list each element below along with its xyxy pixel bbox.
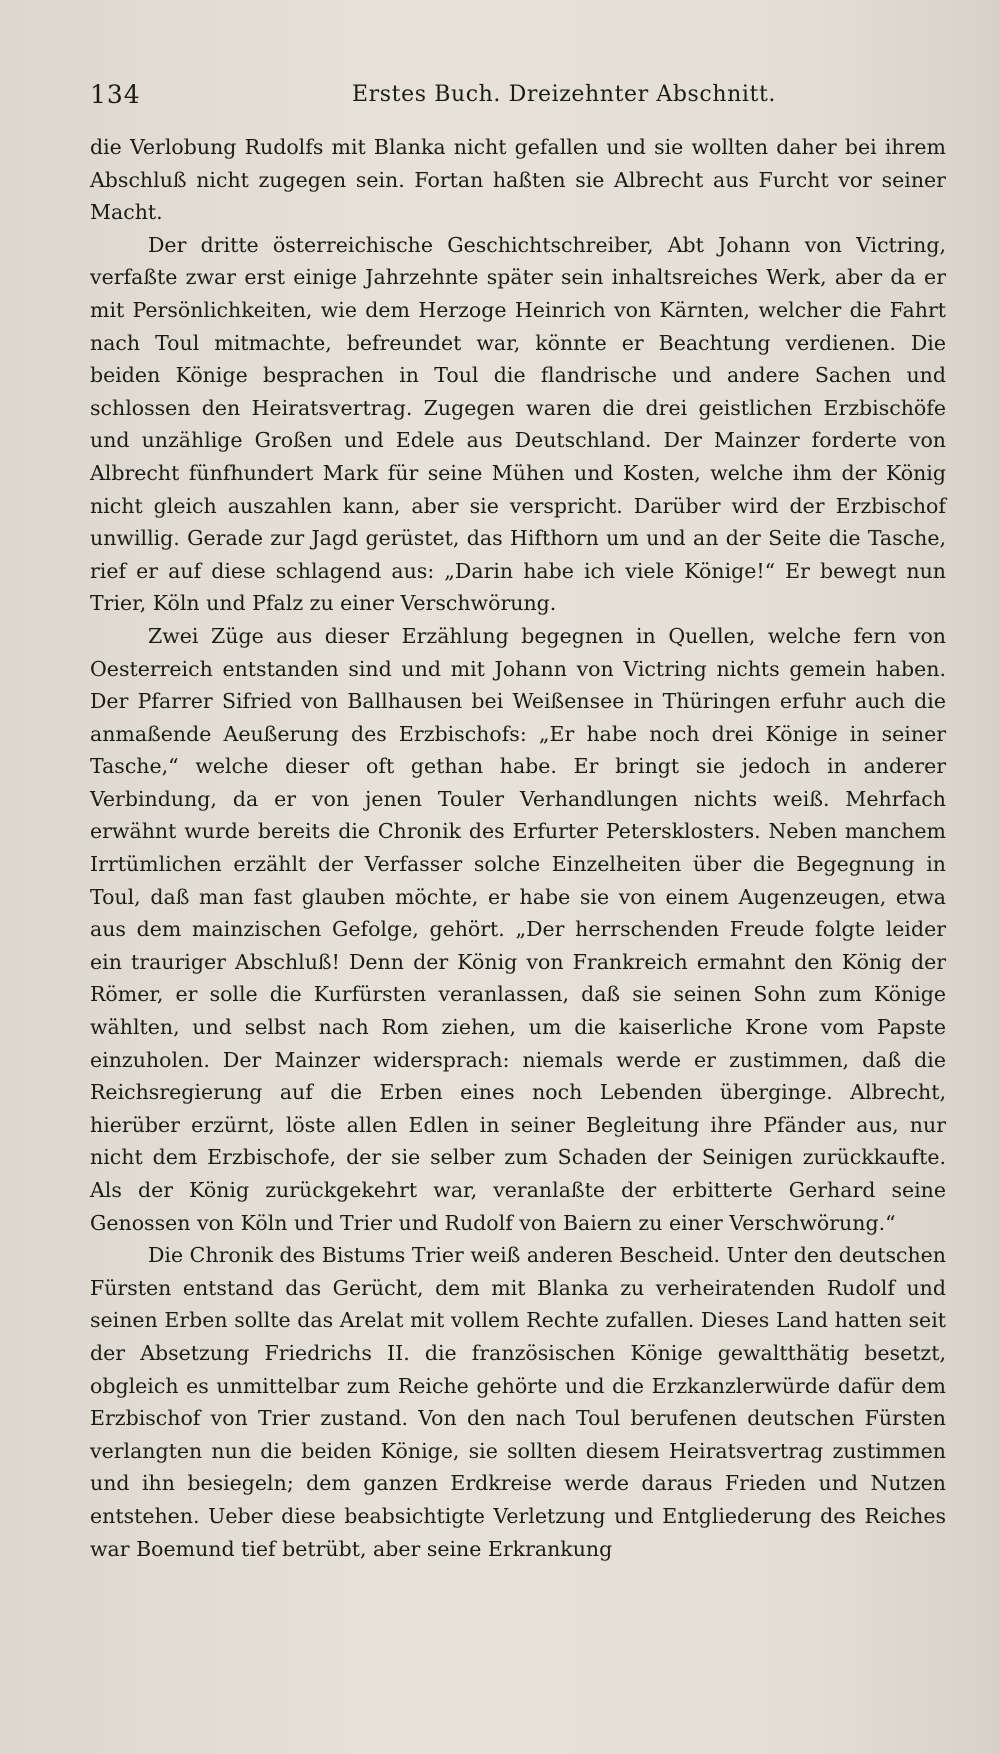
- body-text: [90, 131, 946, 1565]
- paragraph: Zwei Züge aus dieser Erzählung begegnen in Quellen, welche fern von Oesterreich entstanden sind und mit Johann von Victring nichts gemein haben. Der Pfarrer Sifried von Ballhausen bei Weißensee in Thüringen erfuhr auch die anmaßende Aeußerung des Erzbischofs: „Er habe noch drei Könige in seiner Tasche,“ welche dieser oft gethan habe. Er bringt sie jedoch in anderer Verbindung, da er von jenen Touler Verhandlungen nichts weiß. Mehrfach erwähnt wurde bereits die Chronik des Erfurter Petersklosters. Neben manchem Irrtümlichen erzählt der Verfasser solche Einzelheiten über die Begegnung in Toul, daß man fast glauben möchte, er habe sie von einem Augenzeugen, etwa aus dem mainzischen Gefolge, gehört. „Der herrschenden Freude folgte leider ein trauriger Abschluß! Denn der König von Frankreich ermahnt den König der Römer, er solle die Kurfürsten veranlassen, daß sie seinen Sohn zum Könige wählten, und selbst nach Rom ziehen, um die kaiserliche Krone vom Papste einzuholen. Der Mainzer widersprach: niemals werde er zustimmen, daß die Reichsregierung auf die Erben eines noch Lebenden überginge. Albrecht, hierüber erzürnt, löste allen Edlen in seiner Begleitung ihre Pfänder aus, nur nicht dem Erzbischofe, der sie selber zum Schaden der Seinigen zurückkaufte. Als der König zurückgekehrt war, veranlaßte der erbitterte Gerhard seine Genossen von Köln und Trier und Rudolf von Baiern zu einer Verschwörung.“: [90, 623, 946, 1235]
- paragraph: Die Chronik des Bistums Trier weiß anderen Bescheid. Unter den deutschen Fürsten entstand das Gerücht, dem mit Blanka zu verheiratenden Rudolf und seinen Erben sollte das Arelat mit vollem Rechte zufallen. Dieses Land hatten seit der Absetzung Friedrichs II. die französischen Könige gewaltthätig besetzt, obgleich es unmittelbar zum Reiche gehörte und die Erzkanzlerwürde dafür dem Erzbischof von Trier zustand. Von den nach Toul berufenen deutschen Fürsten verlangten nun die beiden Könige, sie sollten diesem Heiratsvertrag zustimmen und ihn besiegeln; dem ganzen Erdkreise werde daraus Frieden und Nutzen entstehen. Ueber diese beabsichtigte Verletzung und Entgliederung des Reiches war Boemund tief betrübt, aber seine Erkrankung: [90, 1243, 946, 1561]
- running-head: Erstes Buch. Dreizehnter Abschnitt.: [352, 82, 776, 107]
- paragraph: Der dritte österreichische Geschichtschreiber, Abt Johann von Victring, verfaßte zwar erst einige Jahrzehnte später sein inhaltsreiches Werk, aber da er mit Persönlichkeiten, wie dem Herzoge Heinrich von Kärnten, welcher die Fahrt nach Toul mitmachte, befreundet war, könnte er Beachtung verdienen. Die beiden Könige besprachen in Toul die flandrische und andere Sachen und schlossen den Heiratsvertrag. Zugegen waren die drei geistlichen Erzbischöfe und unzählige Großen und Edele aus Deutschland. Der Mainzer forderte von Albrecht fünfhundert Mark für seine Mühen und Kosten, welche ihm der König nicht gleich auszahlen kann, aber sie verspricht. Darüber wird der Erzbischof unwillig. Gerade zur Jagd gerüstet, das Hifthorn um und an der Seite die Tasche, rief er auf diese schlagend aus: „Darin habe ich viele Könige!“ Er bewegt nun Trier, Köln und Pfalz zu einer Verschwörung.: [90, 232, 946, 616]
- page-header: [90, 80, 970, 114]
- page-number: 134: [90, 80, 141, 109]
- paragraph: die Verlobung Rudolfs mit Blanka nicht gefallen und sie wollten daher bei ihrem Abschluß nicht zugegen sein. Fortan haßten sie Albrecht aus Furcht vor seiner Macht.: [90, 135, 946, 225]
